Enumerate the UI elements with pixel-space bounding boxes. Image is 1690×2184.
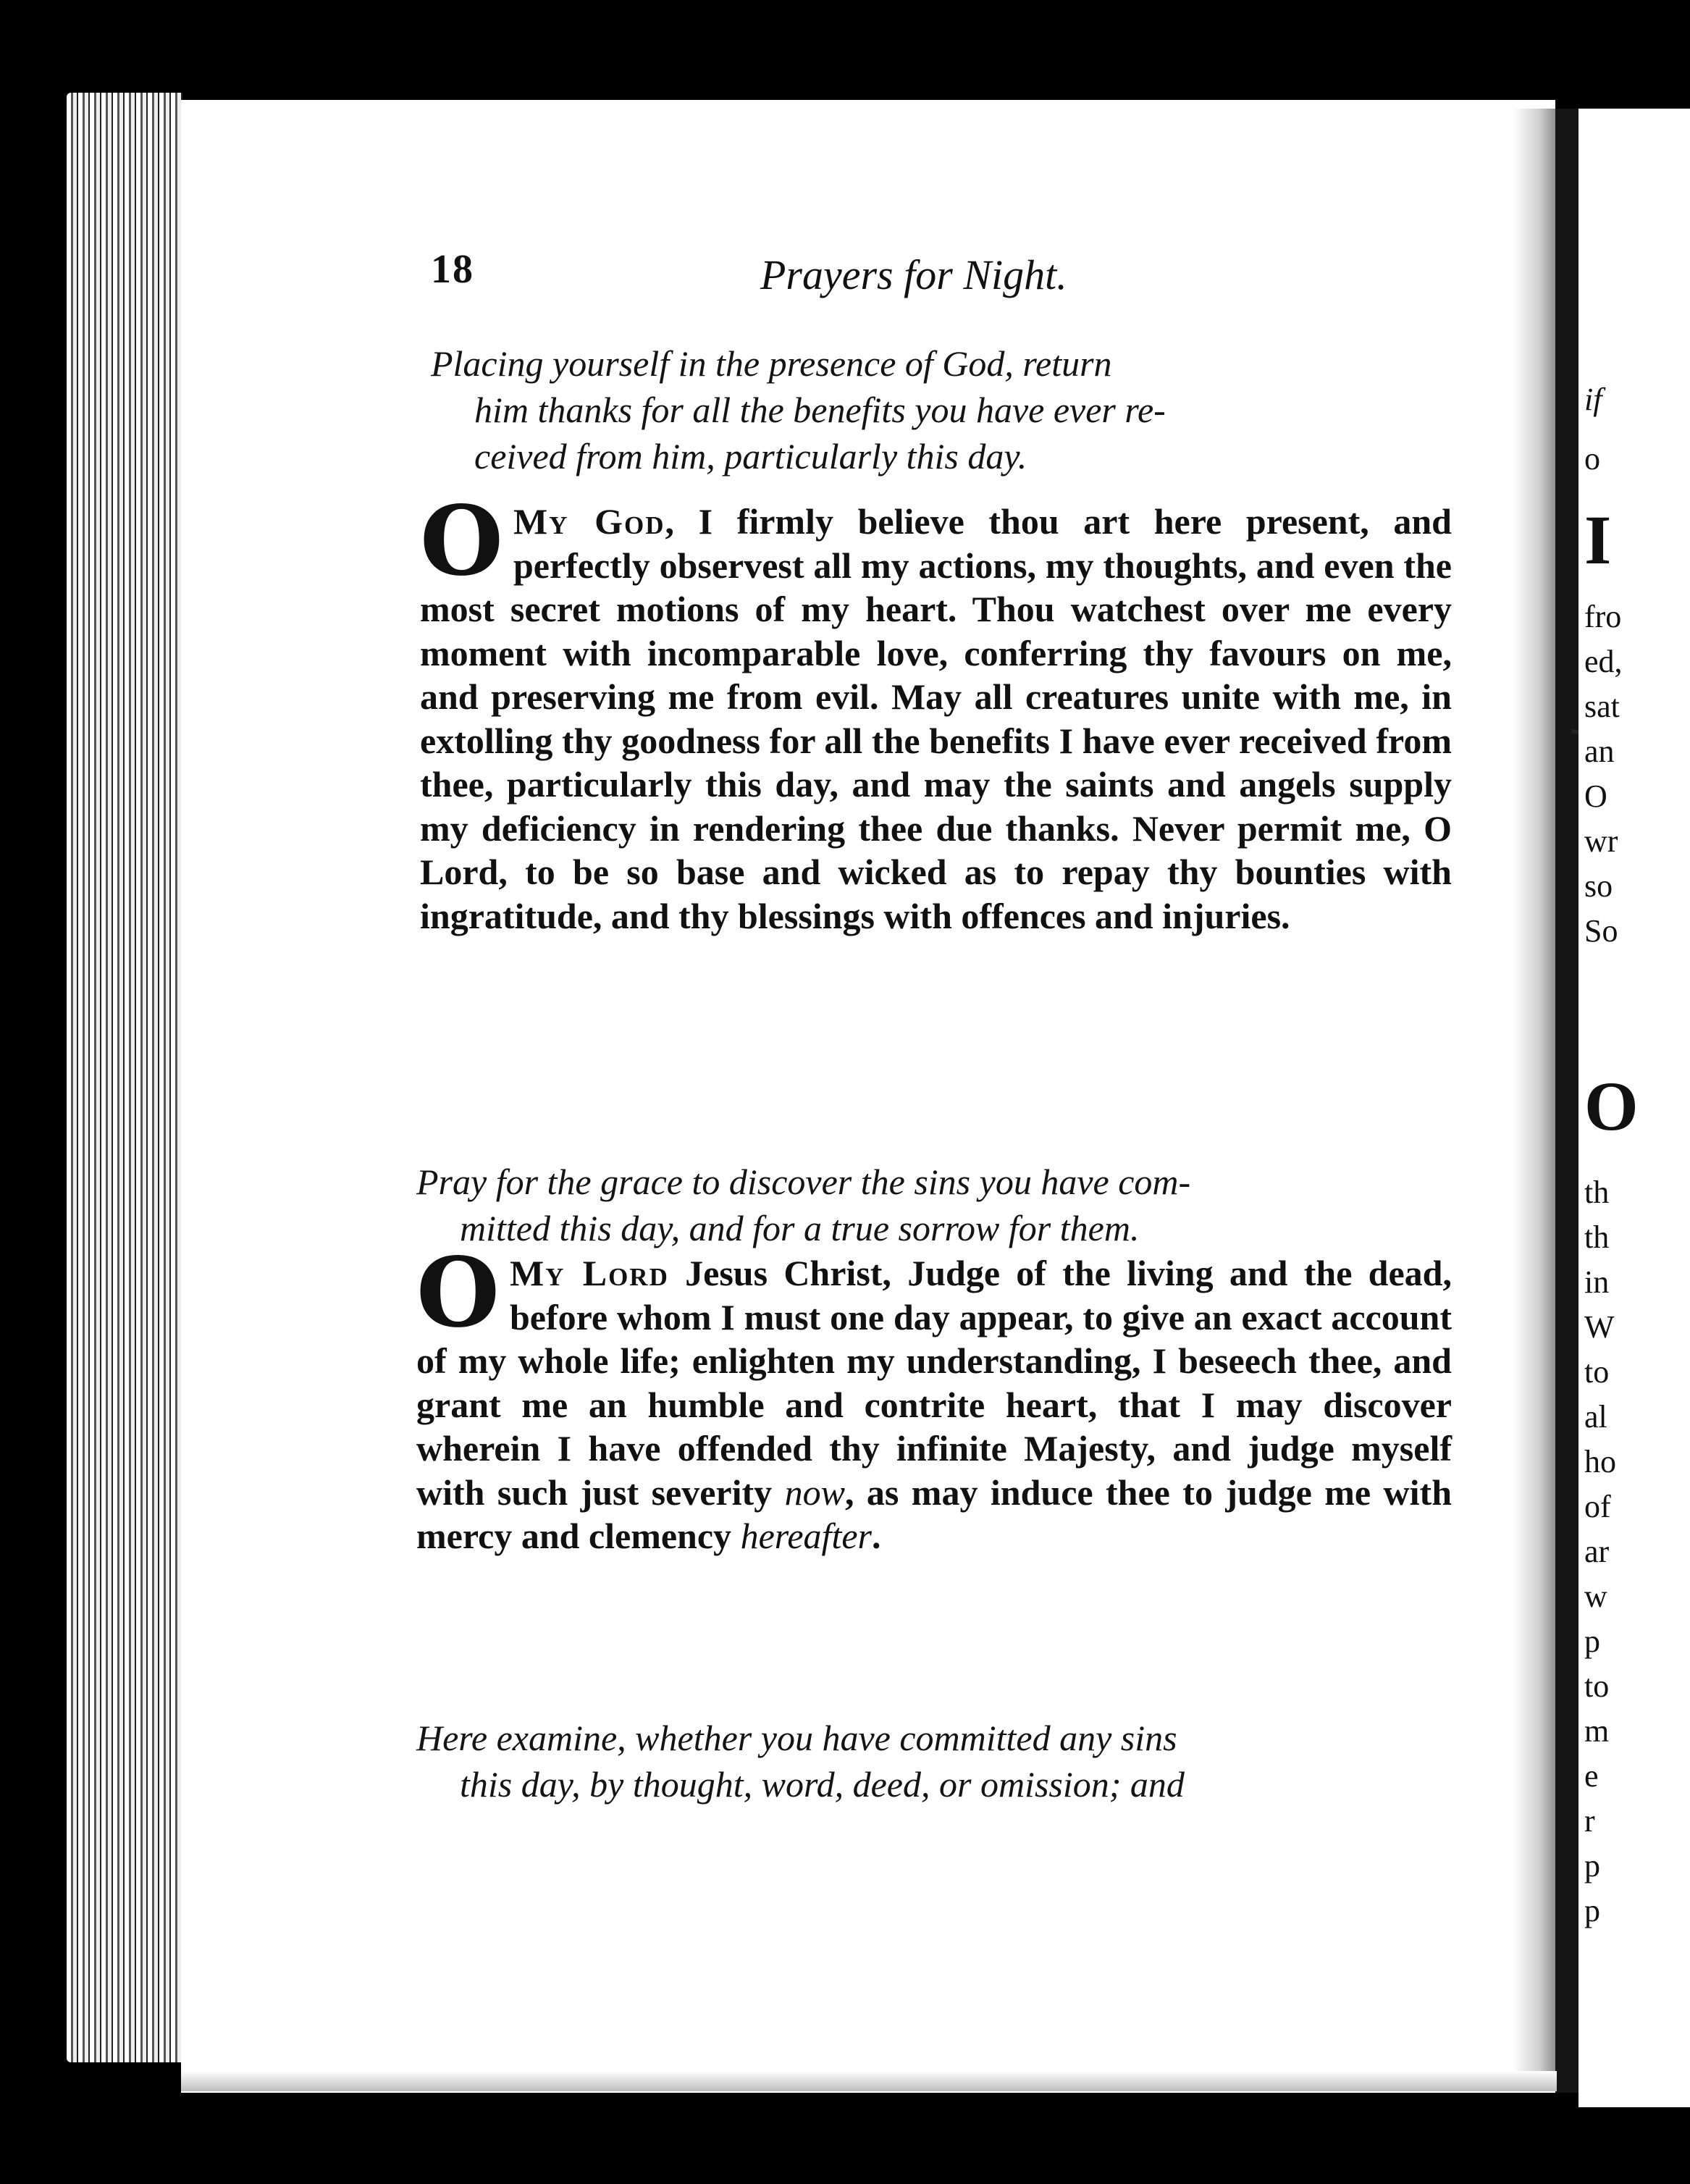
- facing-text: p: [1584, 1893, 1600, 1928]
- facing-text: in: [1584, 1264, 1610, 1300]
- facing-text: O: [1584, 778, 1607, 814]
- facing-text: p: [1584, 1848, 1600, 1883]
- facing-text: e: [1584, 1758, 1599, 1794]
- page-number: 18: [431, 247, 474, 292]
- facing-text: if: [1584, 382, 1602, 417]
- facing-text: th: [1584, 1219, 1610, 1255]
- prayer-thanksgiving: [420, 485, 1452, 938]
- facing-text: al: [1584, 1399, 1607, 1435]
- prayer-body: Jesus Christ, Judge of the living and the dead, before whom I must one day appear, to give an exact account of my whole life; enlighten my understanding, I beseech thee, and grant me an humble and contrite heart, that I may discover wherein I have offended thy infinite Majesty, and judge myself with such just severity: [416, 1253, 1452, 1513]
- prayer-lead: My God: [513, 501, 665, 542]
- emphasis-hereafter: hereafter: [740, 1516, 872, 1556]
- facing-text: p: [1584, 1624, 1600, 1659]
- facing-text: th: [1584, 1175, 1610, 1210]
- facing-text: sat: [1584, 689, 1620, 724]
- facing-text: ar: [1584, 1534, 1610, 1569]
- facing-text: ho: [1584, 1444, 1616, 1479]
- page-bottom-shadow: [181, 2071, 1557, 2091]
- rubric-line: him thanks for all the benefits you have ever re-: [474, 390, 1166, 430]
- facing-text: wr: [1584, 823, 1618, 859]
- rubric-line: this day, by thought, word, deed, or omission; and: [460, 1764, 1185, 1805]
- facing-text: ed,: [1584, 644, 1623, 679]
- prayer-body: , I firmly believe thou art here present, and perfectly observest all my actions, my thoughts, and even the most secret motions of my heart. Thou watchest over me every moment with incomparable love, conferring thy favours on me, and preserving me from evil. May all creatures unite with me, in extolling thy goodness for all the benefits I have ever received from thee, particularly this day, and may the saints and angels supply my deficiency in rendering thee due thanks. Never permit me, O Lord, to be so base and wicked as to repay thy bounties with ingratitude, and thy blessings with offences and injuries.: [420, 501, 1452, 936]
- rubric-grace: [416, 1159, 1459, 1251]
- prayer-body: , as may induce thee to judge me with mercy and clemency: [416, 1471, 1452, 1556]
- prayer-lead: My Lord: [509, 1253, 669, 1293]
- page-fold-shadow: [1513, 109, 1557, 2086]
- drop-cap: O: [420, 485, 503, 597]
- running-head: Prayers for Night.: [760, 251, 1067, 298]
- facing-text: so: [1584, 868, 1613, 904]
- rubric-line: mitted this day, and for a true sorrow for them.: [460, 1208, 1140, 1248]
- facing-text: of: [1584, 1489, 1611, 1524]
- facing-text: m: [1584, 1713, 1610, 1749]
- facing-page-fragment: [1578, 109, 1690, 2107]
- facing-text: So: [1584, 913, 1618, 949]
- rubric-line: Here examine, whether you have committed any sins: [416, 1718, 1177, 1758]
- facing-text: w: [1584, 1579, 1607, 1614]
- drop-cap: O: [416, 1237, 500, 1349]
- rubric-examine: [416, 1715, 1459, 1807]
- prayer-examination: [416, 1237, 1452, 1558]
- facing-initial: I: [1584, 501, 1612, 579]
- rubric-line: Placing yourself in the presence of God, return: [431, 343, 1112, 384]
- facing-text: an: [1584, 734, 1615, 769]
- rubric-line: ceived from him, particularly this day.: [474, 436, 1027, 476]
- rubric-thanksgiving: [431, 340, 1459, 479]
- page-header: [431, 246, 1155, 297]
- facing-text: r: [1584, 1803, 1595, 1839]
- book-gutter: [1555, 109, 1580, 2093]
- prayer-end: .: [871, 1516, 881, 1556]
- facing-text: W: [1584, 1309, 1615, 1345]
- emphasis-now: now: [784, 1471, 845, 1513]
- facing-initial: O: [1584, 1067, 1639, 1145]
- rubric-line: Pray for the grace to discover the sins you have com-: [416, 1162, 1191, 1202]
- facing-text: fro: [1584, 599, 1622, 634]
- page-edges: [67, 93, 182, 2062]
- facing-text: o: [1584, 441, 1600, 476]
- facing-text: to: [1584, 1668, 1610, 1704]
- facing-text: to: [1584, 1354, 1610, 1390]
